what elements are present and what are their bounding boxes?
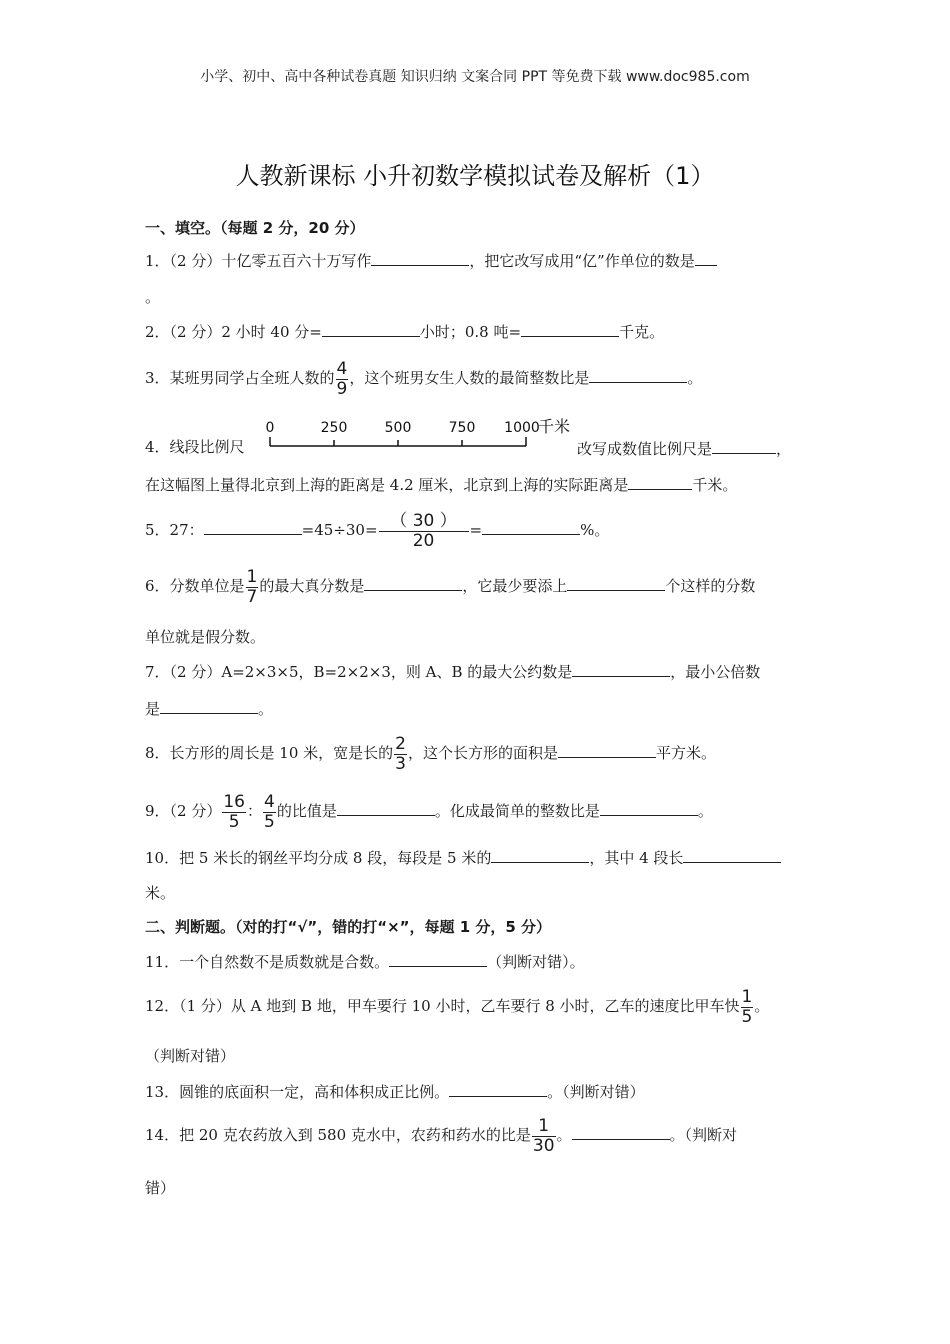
- q6-blank-1[interactable]: [364, 574, 462, 591]
- q8-frac-num: 2: [395, 733, 406, 754]
- question-1: [145, 249, 717, 271]
- page-title: 人教新课标 小升初数学模拟试卷及解析（1）: [235, 162, 715, 190]
- q9-fraction-2: [263, 793, 276, 832]
- q13-text-2: 。（判断对错）: [547, 1083, 645, 1101]
- q11-text: 11．一个自然数不是质数就是合数。: [145, 953, 390, 971]
- q12-frac-den: 5: [741, 1006, 753, 1027]
- q4-blank-2[interactable]: [628, 473, 692, 490]
- section-1-heading: 一、填空。（每题 2 分，20 分）: [145, 219, 365, 237]
- question-9: [145, 789, 713, 833]
- q12-frac-num: 1: [741, 986, 753, 1007]
- q14-text-3: 。（判断对: [669, 1126, 738, 1144]
- q9-blank-1[interactable]: [337, 799, 435, 816]
- q9-frac2-den: 5: [264, 811, 275, 832]
- q4-text-4: 在这幅图上量得北京到上海的距离是 4.2 厘米，北京到上海的实际距离是: [145, 476, 629, 494]
- q4-text: 4．线段比例尺: [145, 438, 245, 456]
- q4-text-2: 改写成数值比例尺是: [577, 440, 713, 458]
- q8-frac-den: 3: [395, 753, 406, 774]
- question-10: [145, 846, 781, 868]
- q8-text-2: ，这个长方形的面积是: [408, 744, 559, 762]
- question-7-line-2: [145, 697, 273, 719]
- question-13: [145, 1080, 645, 1102]
- q3-text: 3．某班男同学占全班人数的: [145, 369, 335, 387]
- q1-text-2: ，把它改写成用“亿”作单位的数是: [469, 252, 695, 270]
- q7-text: 7．（2 分）A=2×3×5，B=2×2×3，则 A、B 的最大公约数是: [145, 663, 573, 681]
- question-4: [145, 437, 245, 457]
- q3-text-2: ，这个班男女生人数的最简整数比是: [349, 369, 590, 387]
- q2-text-3: 千克。: [619, 323, 665, 341]
- q6-line-2: 单位就是假分数。: [145, 628, 266, 646]
- q9-frac1-num: 16: [223, 791, 245, 812]
- q10-text-2: ，其中 4 段长: [589, 849, 684, 867]
- q14-text-2: 。: [556, 1126, 572, 1144]
- q14-fraction: [532, 1117, 556, 1156]
- q12-text: 12．（1 分）从 A 地到 B 地，甲车要行 10 小时，乙车要行 8 小时，乙车的速度比甲车快: [145, 997, 740, 1015]
- q6-text-2: 的最大真分数是: [259, 577, 365, 595]
- scale-label-1000: 1000: [504, 420, 540, 436]
- section-2-heading: 二、判断题。（对的打“√”，错的打“×”，每题 1 分，5 分）: [145, 918, 552, 936]
- q9-text-3: 。化成最简单的整数比是: [434, 802, 600, 820]
- q13-blank[interactable]: [449, 1080, 547, 1097]
- scale-label-0: 0: [265, 420, 275, 436]
- q3-frac-den: 9: [336, 378, 348, 399]
- q2-text: 2．（2 分）2 小时 40 分=: [145, 323, 322, 341]
- q3-frac-num: 4: [336, 358, 348, 379]
- q6-frac-den: 7: [246, 586, 258, 607]
- q2-text-2: 小时；0.8 吨=: [419, 323, 522, 341]
- q5-text: 5．27：: [145, 521, 204, 539]
- q1-end: 。: [145, 288, 161, 306]
- q10-blank-2[interactable]: [683, 846, 781, 863]
- q12-text-2: 。: [754, 997, 770, 1015]
- q12-fraction: [741, 988, 754, 1027]
- q9-text: 9．（2 分）: [145, 802, 222, 820]
- question-14: [145, 1113, 737, 1157]
- scale-unit: 千米: [538, 417, 571, 436]
- q9-blank-2[interactable]: [600, 799, 698, 816]
- q8-text-3: 平方米。: [656, 744, 717, 762]
- q14-line-2: 错）: [145, 1179, 176, 1197]
- question-7: [145, 660, 760, 682]
- line-segment-scale: [262, 416, 582, 456]
- q2-blank-2[interactable]: [521, 320, 619, 337]
- q9-frac1-den: 5: [228, 811, 240, 832]
- q2-blank-1[interactable]: [322, 320, 420, 337]
- q9-colon: ：: [247, 802, 263, 820]
- q7-text-2: ，最小公倍数: [670, 663, 761, 681]
- q5-text-4: %。: [580, 521, 610, 539]
- question-4-right: [577, 437, 791, 459]
- q7-blank-1[interactable]: [572, 660, 670, 677]
- q4-text-5: 千米。: [692, 476, 738, 494]
- q11-text-2: （判断对错）。: [487, 953, 585, 971]
- q7-text-4: 。: [258, 700, 274, 718]
- q5-fraction: [379, 512, 469, 551]
- question-6: [145, 564, 755, 608]
- q6-text-3: ，它最少要添上: [462, 577, 568, 595]
- question-2: [145, 320, 664, 342]
- q3-fraction: [336, 360, 349, 399]
- q5-blank-1[interactable]: [204, 518, 302, 535]
- q6-blank-2[interactable]: [567, 574, 665, 591]
- q1-blank-2[interactable]: [695, 249, 717, 266]
- q14-frac-den: 30: [532, 1135, 555, 1156]
- q5-frac-num[interactable]: （ 30 ）: [379, 512, 469, 532]
- q6-text: 6．分数单位是: [145, 577, 245, 595]
- q9-fraction-1: [222, 793, 246, 832]
- question-8: [145, 731, 716, 775]
- scale-label-750: 750: [448, 420, 476, 436]
- q10-text: 10．把 5 米长的钢丝平均分成 8 段，每段是 5 米的: [145, 849, 492, 867]
- q12-line-2: （判断对错）: [145, 1047, 236, 1065]
- q14-frac-num: 1: [532, 1117, 556, 1137]
- q4-blank-1[interactable]: [712, 437, 776, 454]
- q7-blank-2[interactable]: [160, 697, 258, 714]
- question-4-line-2: [145, 473, 737, 495]
- question-5: [145, 508, 609, 552]
- q1-text: 1．（2 分）十亿零五百六十万写作: [145, 252, 372, 270]
- q1-blank-1[interactable]: [371, 249, 469, 266]
- question-3: [145, 356, 702, 400]
- page-header: 小学、初中、高中各种试卷真题 知识归纳 文案合同 PPT 等免费下载 www.doc985.com: [200, 69, 750, 85]
- q5-frac-den: 20: [412, 530, 435, 551]
- question-11: [145, 950, 585, 972]
- q3-text-3: 。: [687, 369, 703, 387]
- q4-text-3: ，: [776, 440, 792, 458]
- q13-text: 13．圆锥的底面积一定，高和体积成正比例。: [145, 1083, 450, 1101]
- q6-fraction: [246, 568, 259, 607]
- scale-label-500: 500: [384, 420, 412, 436]
- q14-blank[interactable]: [572, 1123, 670, 1140]
- q7-text-3: 是: [145, 700, 161, 718]
- q6-frac-num: 1: [246, 566, 258, 587]
- q8-text: 8．长方形的周长是 10 米，宽是长的: [145, 744, 394, 762]
- q3-blank[interactable]: [589, 366, 687, 383]
- q5-text-2: =45÷30=: [301, 521, 378, 539]
- q5-blank-2[interactable]: [482, 518, 580, 535]
- question-12: [145, 984, 769, 1028]
- q9-text-4: 。: [697, 802, 713, 820]
- q14-text: 14．把 20 克农药放入到 580 克水中，农药和药水的比是: [145, 1126, 531, 1144]
- q10-blank-1[interactable]: [491, 846, 589, 863]
- q11-blank[interactable]: [389, 950, 487, 967]
- q10-line-2: 米。: [145, 884, 176, 902]
- q8-blank[interactable]: [558, 741, 656, 758]
- q8-fraction: [394, 735, 407, 774]
- q5-text-3: =: [469, 521, 483, 539]
- scale-label-250: 250: [320, 420, 348, 436]
- q6-text-4: 个这样的分数: [665, 577, 756, 595]
- q9-frac2-num: 4: [264, 791, 275, 812]
- q9-text-2: 的比值是: [276, 802, 337, 820]
